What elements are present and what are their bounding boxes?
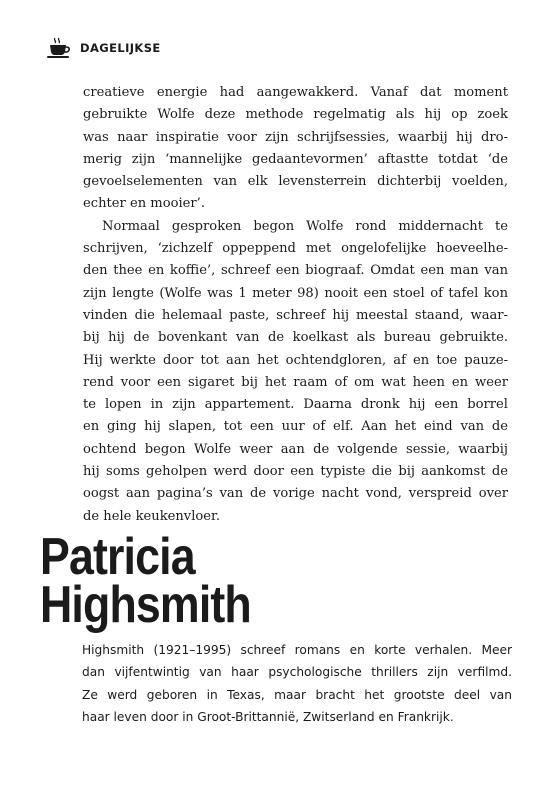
heading-first-name: Patricia [40,528,195,586]
text-line: hij soms geholpen werd door een typiste die bij aankomst de [83,464,508,480]
text-line: oogst aan pagina’s van de vorige nacht vond, verspreid over [83,486,508,502]
text-line: en ging hij slapen, tot een uur of elf. Aan het eind van de [83,419,508,435]
bio-line: Highsmith (1921–1995) schreef romans en korte verhalen. Meer [82,643,512,657]
page-header [46,37,161,59]
text-line: Hij werkte door tot aan het ochtendgloren, af en toe pauze- [83,352,508,368]
text-line: de hele keukenvloer. [83,508,221,524]
bio-line: Ze werd geboren in Texas, maar bracht het grootste deel van [82,687,512,702]
paragraph-1 [83,82,508,216]
text-line: rend voor een sigaret bij het raam of om wat heen en weer [83,374,508,390]
text-line: zijn lengte (Wolfe was 1 meter 98) nooit een stoel of tafel kon [83,285,508,301]
coffee-cup-icon [46,37,72,59]
text-line: gebruikte Wolfe deze methode regelmatig als hij op zoek [83,107,508,123]
text-line: Normaal gesproken begon Wolfe rond middernacht te [102,218,508,234]
person-heading [40,528,251,634]
bio-text [82,639,512,728]
text-line: gevoelselementen van elk levensterrein dichterbij voelden, [83,174,508,190]
text-line: te lopen in zijn appartement. Daarna dronk hij een borrel [83,397,508,413]
section-label: DAGELIJKSE [80,41,161,55]
text-line: bij hij de bovenkant van de koelkast als bureau gebruikte. [83,330,508,346]
bio-line: dan vijfentwintig van haar psychologische thrillers zijn verfilmd. [82,665,512,680]
bio-line: haar leven door in Groot-Brittannië, Zwitserland en Frankrijk. [82,709,454,724]
text-line: vinden die helemaal paste, schreef hij meestal staand, waar- [83,307,508,323]
text-line: schrijven, ‘zichzelf oppeppend met ongelofelijke hoeveelhe- [83,241,508,257]
heading-last-name: Highsmith [40,576,251,634]
article-body [83,82,508,528]
text-line: ochtend begon Wolfe weer aan de volgende sessie, waarbij [83,441,508,457]
text-line: was naar inspiratie voor zijn schrijfsessies, waarbij hij dro- [83,129,508,145]
text-line: merig zijn ‘mannelijke gedaantevormen’ aftastte totdat ‘de [83,151,508,167]
text-line: echter en mooier’. [83,196,205,212]
paragraph-2 [83,216,508,528]
text-line: den thee en koffie’, schreef een biograaf. Omdat een man van [83,263,508,279]
text-line: creatieve energie had aangewakkerd. Vanaf dat moment [83,85,508,100]
